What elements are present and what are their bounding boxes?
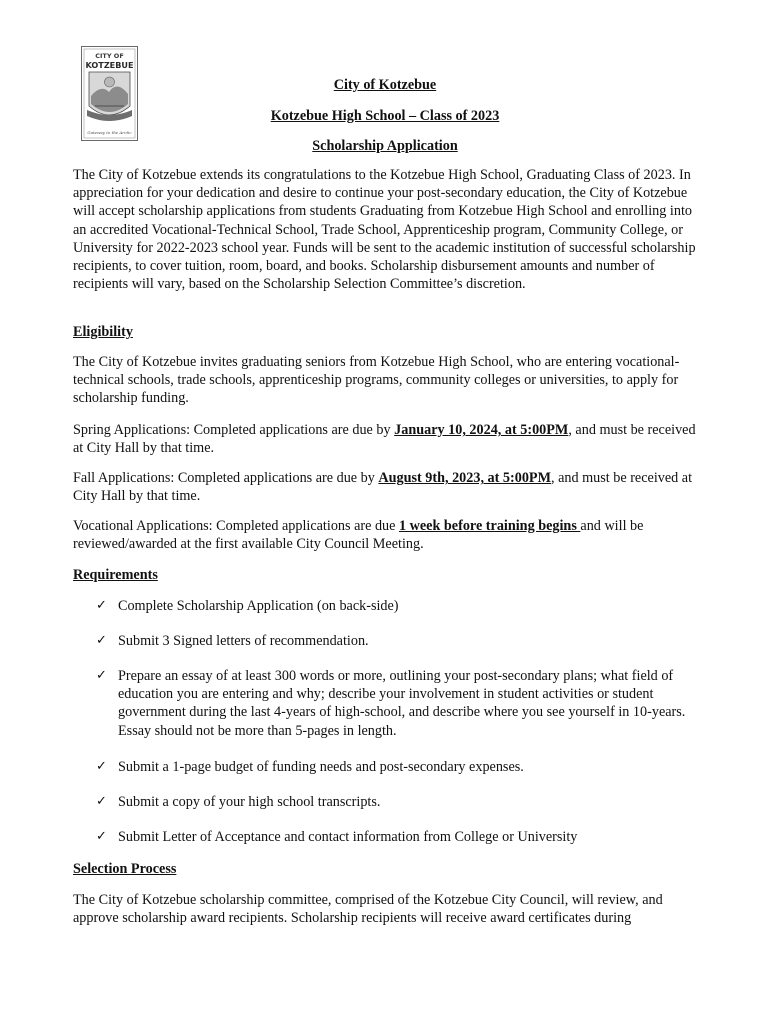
requirements-heading: Requirements [73,567,158,583]
spring-suffix: , and must be received at City Hall by that time. [73,422,696,457]
logo-tagline: Gateway to the Arctic [87,130,132,135]
checkmark-icon: ✓ [96,598,107,613]
requirement-text: Submit Letter of Acceptance and contact information from College or University [118,829,578,845]
selection-process-heading: Selection Process [73,861,177,877]
checkmark-icon: ✓ [96,794,107,809]
checkmark-icon: ✓ [96,668,107,683]
fall-applications-paragraph [73,469,698,505]
requirement-text: Complete Scholarship Application (on back-side) [118,598,399,614]
requirement-text: Submit a copy of your high school transcripts. [118,794,381,810]
vocational-applications-paragraph [73,517,698,553]
fall-prefix: Fall Applications: Completed applications are due by [73,470,379,486]
page-subtitle-form: Scholarship Application [312,138,458,154]
vocational-prefix: Vocational Applications: Completed applications are due [73,518,399,534]
spring-prefix: Spring Applications: Completed applications are due by [73,422,395,438]
logo-top-text: CITY OF [95,52,124,60]
checkmark-icon: ✓ [96,829,107,844]
page-subtitle-school: Kotzebue High School – Class of 2023 [270,108,500,124]
page-title-city: City of Kotzebue [333,77,437,93]
fall-deadline: August 9th, 2023, at 5:00PM [378,470,551,486]
intro-paragraph: The City of Kotzebue extends its congratulations to the Kotzebue High School, Graduating Class of 2023. In appreciation for your dedication and desire to continue your post-secondary education, the City of Kotzebue will accept scholarship applications from students Graduating from Kotzebue High School and enrolling into an accredited Vocational-Technical School, Trade School, Apprenticeship program, Community College, or University for 2022-2023 school year. Funds will be sent to the academic institution of successful scholarship recipients, to cover tuition, room, board, and books. Scholarship disbursement amounts and number of recipients will vary, based on the Scholarship Selection Committee’s discretion. [73,167,696,293]
spring-deadline: January 10, 2024, at 5:00PM [394,422,569,438]
requirement-text: Prepare an essay of at least 300 words or more, outlining your post-secondary plans; what field of education you are entering and why; describe your involvement in student activities or student government during the last 4-years of high-school, and describe where you see yourself in 10-years. Essay should not be more than 5-pages in length. [118,668,686,739]
vocational-deadline: 1 week before training begins [398,518,581,534]
vocational-suffix: and will be reviewed/awarded at the first available City Council Meeting. [73,518,644,553]
eligibility-heading: Eligibility [73,324,133,340]
requirement-text: Submit a 1-page budget of funding needs and post-secondary expenses. [118,759,524,775]
eligibility-paragraph: The City of Kotzebue invites graduating seniors from Kotzebue High School, who are entering vocational-technical schools, trade schools, apprenticeship programs, community colleges or universities, to apply for scholarship funding. [73,354,680,407]
requirement-text: Submit 3 Signed letters of recommendation. [118,633,369,649]
logo-main-text: KOTZEBUE [85,61,134,70]
spring-applications-paragraph [73,421,698,457]
selection-process-paragraph: The City of Kotzebue scholarship committee, comprised of the Kotzebue City Council, will review, and approve scholarship award recipients. Scholarship recipients will receive award certificates during [73,892,663,927]
fall-suffix: , and must be received at City Hall by that time. [73,470,693,505]
checkmark-icon: ✓ [96,759,107,774]
checkmark-icon: ✓ [96,633,107,648]
